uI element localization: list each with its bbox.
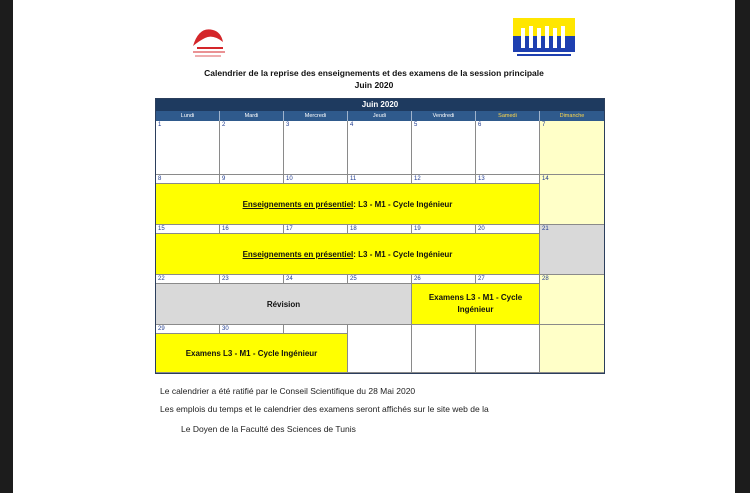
day-cell [284,325,348,334]
day-number: 3 [286,122,290,128]
exam-band-week5: Examens L3 - M1 - Cycle Ingénieur [156,334,348,373]
day-number: 15 [158,226,165,232]
day-cell [348,225,412,234]
day-cell [220,121,284,175]
day-number: 30 [222,326,229,332]
day-cell [476,275,540,284]
day-number: 25 [350,276,357,282]
exam-label-line2: Ingénieur [457,305,494,314]
day-cell [348,121,412,175]
schedule-note: Les emplois du temps et le calendrier des examens seront affichés sur le site web de la [160,404,489,414]
day-cell [156,175,220,184]
exam-band-week4 [412,284,540,325]
day-cell [156,325,220,334]
day-cell [476,225,540,234]
exam-label-line1: Examens L3 - M1 - Cycle [428,293,523,302]
day-cell [412,225,476,234]
day-number: 2 [222,122,226,128]
day-cell [540,275,604,325]
university-logo [183,20,233,60]
day-cell [220,275,284,284]
day-number: 13 [478,176,485,182]
teaching-label: Enseignements en présentiel [242,199,354,209]
day-cell [412,275,476,284]
weekday-samedi: Samedi [476,111,540,121]
weekday-jeudi: Jeudi [348,111,412,121]
day-number: 9 [222,176,226,182]
weekday-mercredi: Mercredi [284,111,348,121]
faculty-logo [513,18,575,58]
day-cell [412,325,476,373]
revision-band: Révision [156,284,412,325]
day-cell [156,121,220,175]
day-cell [284,275,348,284]
day-cell [412,175,476,184]
day-number: 8 [158,176,162,182]
day-number: 12 [414,176,421,182]
teaching-label: Enseignements en présentiel [242,249,354,259]
weekday-header [156,111,604,121]
day-number: 26 [414,276,421,282]
day-cell [476,121,540,175]
day-cell [348,275,412,284]
day-cell [540,175,604,225]
day-cell [348,175,412,184]
day-number: 17 [286,226,293,232]
day-number: 29 [158,326,165,332]
day-number: 7 [542,122,546,128]
day-number: 11 [350,176,357,182]
day-cell [284,121,348,175]
teaching-band-week2 [156,184,540,225]
day-cell [412,121,476,175]
dean-signature: Le Doyen de la Faculté des Sciences de Tunis [181,424,356,434]
day-cell [220,225,284,234]
day-cell [540,225,604,275]
weekday-mardi: Mardi [220,111,284,121]
document-page [13,0,735,493]
day-cell [156,275,220,284]
calendar-grid [155,98,605,374]
teaching-detail: : L3 - M1 - Cycle Ingénieur [353,199,453,209]
ratification-note: Le calendrier a été ratifié par le Conseil Scientifique du 28 Mai 2020 [160,386,416,396]
day-cell [284,225,348,234]
calendar-month: Juin 2020 [156,99,604,111]
day-number: 22 [158,276,165,282]
day-cell [220,325,284,334]
day-number: 24 [286,276,293,282]
day-number: 21 [542,226,549,232]
document-title: Calendrier de la reprise des enseignements et des examens de la session principale [204,68,544,78]
day-number: 27 [478,276,485,282]
day-cell [284,175,348,184]
document-subtitle: Juin 2020 [354,80,394,90]
day-number: 1 [158,122,162,128]
day-number: 28 [542,276,549,282]
day-number: 23 [222,276,229,282]
day-number: 20 [478,226,485,232]
weekday-vendredi: Vendredi [412,111,476,121]
day-cell [156,225,220,234]
day-cell [540,121,604,175]
day-cell [220,175,284,184]
day-number: 18 [350,226,357,232]
day-cell [348,325,412,373]
teaching-detail: : L3 - M1 - Cycle Ingénieur [353,249,453,259]
weekday-dimanche: Dimanche [559,113,585,119]
day-number: 14 [542,176,549,182]
day-number: 19 [414,226,421,232]
day-cell [476,175,540,184]
day-cell [540,325,604,373]
day-cell [476,325,540,373]
day-number: 4 [350,122,354,128]
day-number: 6 [478,122,482,128]
day-number: 10 [286,176,293,182]
weekday-lundi: Lundi [156,111,220,121]
day-number: 5 [414,122,418,128]
teaching-band-week3 [156,234,540,275]
day-number: 16 [222,226,229,232]
